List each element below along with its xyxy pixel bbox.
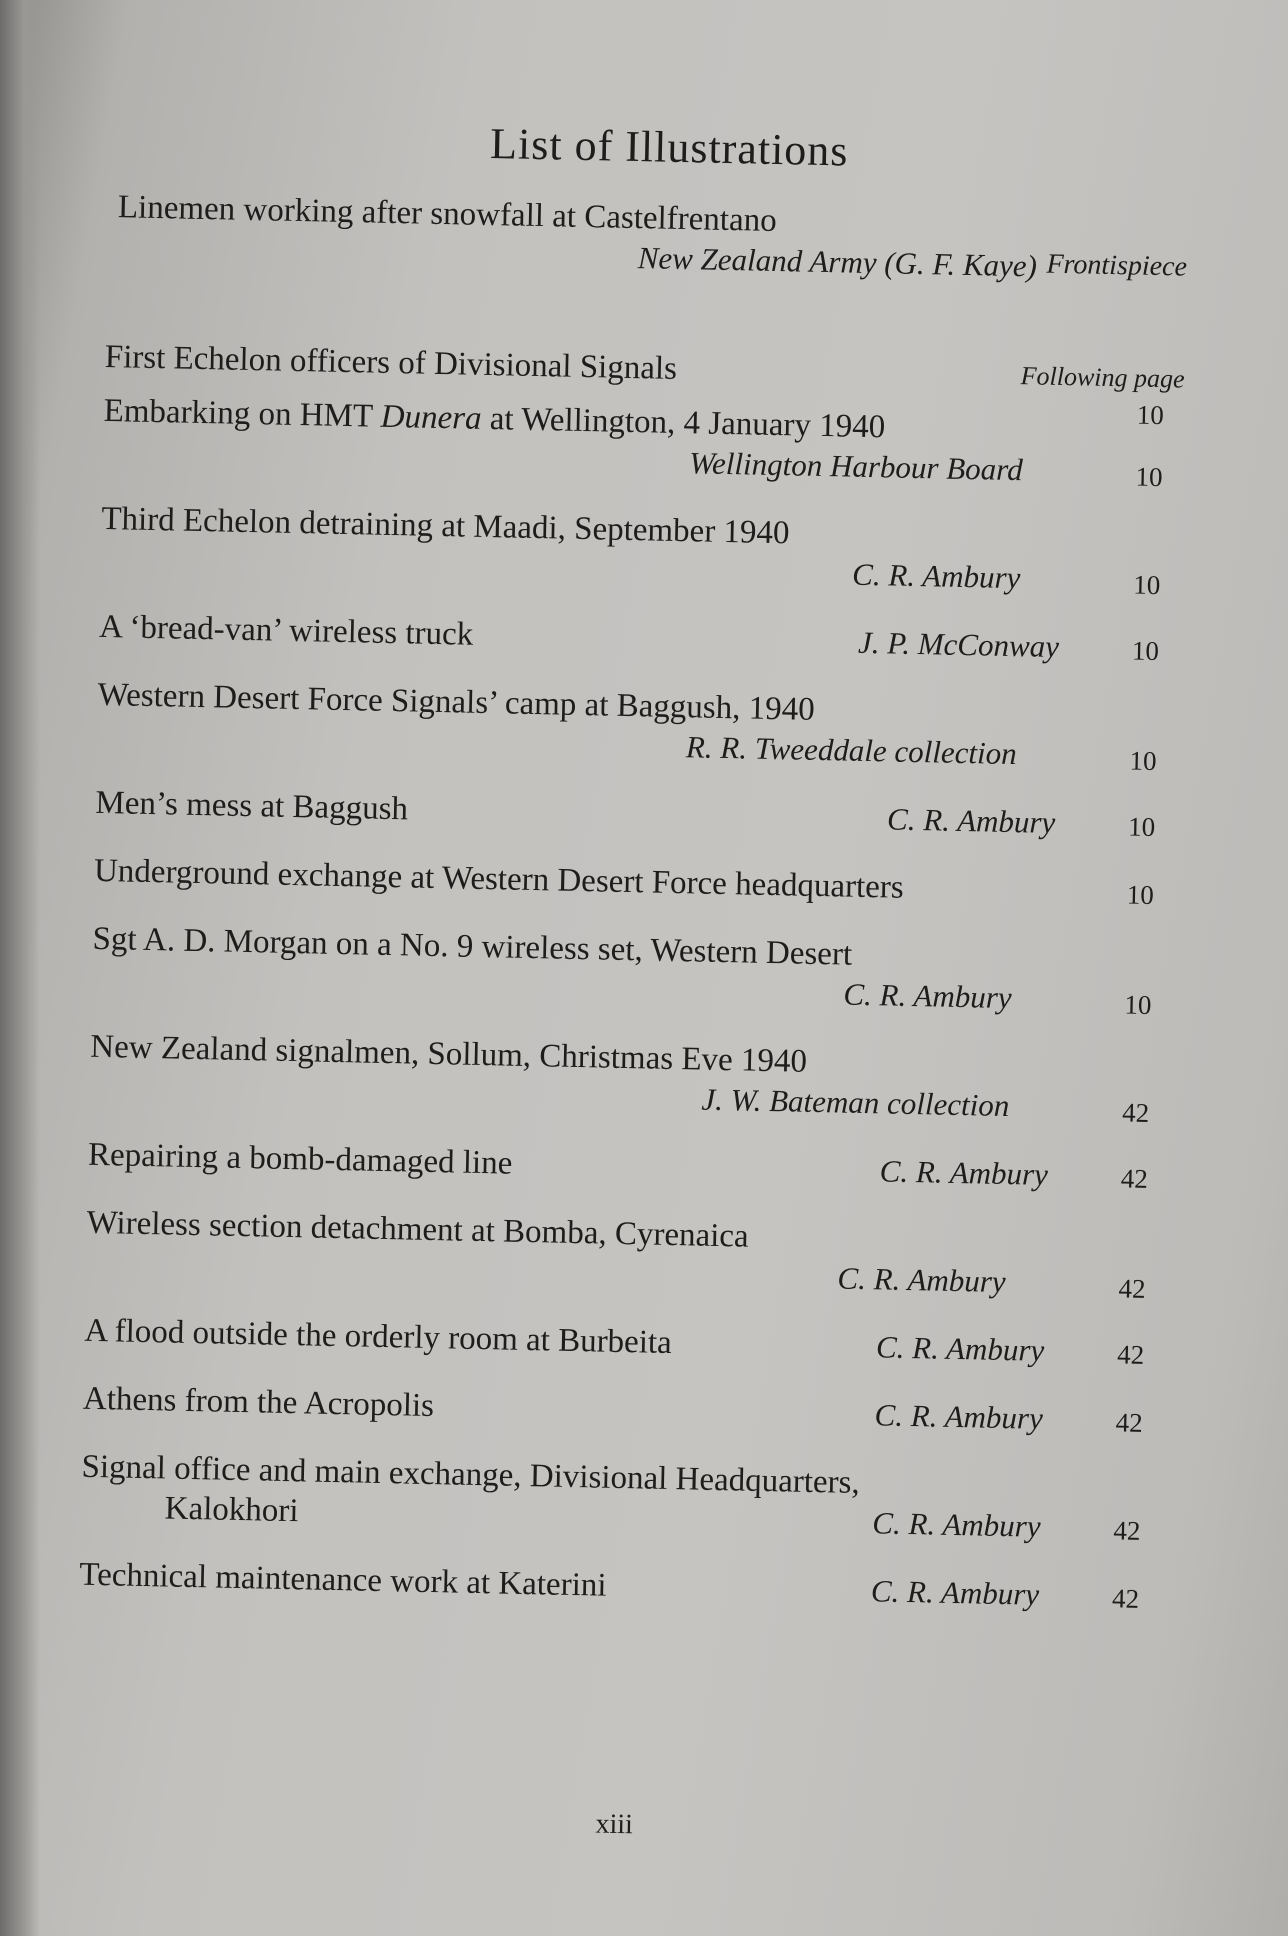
- entry-caption: Men’s mess at Baggush: [95, 784, 409, 828]
- entry-credit: New Zealand Army (G. F. Kaye): [637, 240, 1038, 284]
- entry-page: 10: [1136, 399, 1165, 431]
- entry-page: 10: [1129, 745, 1157, 777]
- entry-caption: A flood outside the orderly room at Burbeita: [84, 1312, 673, 1362]
- entry-credit: C. R. Ambury: [870, 1573, 1040, 1612]
- list-item: [91, 919, 1172, 1022]
- entry-credit: C. R. Ambury: [874, 1397, 1044, 1436]
- entry-page: 10: [1124, 989, 1152, 1021]
- entry-page: 42: [1121, 1097, 1150, 1128]
- entry-caption-continued: Kalokhori: [164, 1490, 299, 1530]
- list-item: [89, 1027, 1170, 1130]
- page-folio: xiii: [595, 1808, 634, 1841]
- entry-credit: C. R. Ambury: [879, 1153, 1049, 1192]
- entry-caption: New Zealand signalmen, Sollum, Christmas Eve 1940: [89, 1028, 808, 1080]
- entry-page: 10: [1132, 569, 1161, 601]
- following-page-label: Following page: [1020, 361, 1185, 394]
- list-item: [94, 851, 1175, 914]
- list-item: [99, 607, 1180, 670]
- entry-caption: First Echelon officers of Divisional Signals: [104, 338, 678, 387]
- list-item: [84, 1311, 1165, 1374]
- entry-caption: Linemen working after snowfall at Castelfrentano: [117, 189, 778, 239]
- entry-caption: Signal office and main exchange, Divisional Headquarters,: [81, 1448, 861, 1501]
- list-item: [83, 1379, 1164, 1442]
- entry-caption: A ‘bread-van’ wireless truck: [98, 608, 474, 653]
- entry-credit: C. R. Ambury: [886, 801, 1056, 840]
- list-item: [102, 391, 1183, 494]
- list-item: [80, 1447, 1161, 1550]
- entry-caption: Western Desert Force Signals’ camp at Baggush, 1940: [97, 676, 816, 728]
- entry-caption: Sgt A. D. Morgan on a No. 9 wireless set, Western Desert: [92, 920, 853, 973]
- entry-page: 10: [1126, 879, 1155, 911]
- entry-credit: C. R. Ambury: [851, 556, 1021, 596]
- list-item: [88, 1135, 1169, 1198]
- entry-caption: Embarking on HMT Dunera at Wellington, 4 January 1940: [103, 392, 886, 446]
- entry-credit: R. R. Tweeddale collection: [685, 729, 1018, 772]
- entry-caption: Underground exchange at Western Desert Force headquarters: [93, 852, 905, 906]
- list-item: [95, 783, 1176, 846]
- illustrations-list: [78, 110, 1189, 1841]
- entry-caption: Third Echelon detraining at Maadi, September 1940: [101, 500, 790, 552]
- entry-page: 42: [1115, 1407, 1144, 1438]
- entry-credit: J. W. Bateman collection: [701, 1081, 1010, 1124]
- entry-credit: C. R. Ambury: [875, 1329, 1045, 1368]
- entry-credit: Wellington Harbour Board: [688, 445, 1024, 488]
- list-item: [96, 675, 1177, 778]
- entry-page: 42: [1116, 1339, 1145, 1370]
- entry-position: Frontispiece: [1046, 248, 1188, 283]
- entry-page: 42: [1120, 1163, 1149, 1194]
- entry-page: 42: [1111, 1583, 1140, 1614]
- book-gutter: [0, 0, 40, 1936]
- frontispiece-entry: [107, 187, 1188, 290]
- entry-page: 10: [1131, 635, 1160, 667]
- entry-caption: Technical maintenance work at Katerini: [78, 1556, 607, 1604]
- entry-caption: Repairing a bomb-damaged line: [87, 1136, 513, 1182]
- entry-page: 42: [1113, 1515, 1141, 1546]
- list-item: [85, 1203, 1166, 1306]
- entry-caption: Athens from the Acropolis: [82, 1380, 435, 1425]
- entry-caption: Wireless section detachment at Bomba, Cyrenaica: [86, 1204, 750, 1255]
- entry-credit: C. R. Ambury: [843, 976, 1012, 1016]
- list-item: [79, 1555, 1160, 1618]
- entry-credit: C. R. Ambury: [837, 1260, 1007, 1300]
- entry-page: 42: [1118, 1273, 1146, 1304]
- page-title: List of Illustrations: [489, 118, 849, 176]
- entry-credit: J. P. McConway: [857, 624, 1060, 664]
- entry-credit: C. R. Ambury: [872, 1505, 1041, 1544]
- entry-page: 10: [1135, 461, 1163, 493]
- list-item: [100, 499, 1181, 602]
- entry-page: 10: [1127, 811, 1156, 843]
